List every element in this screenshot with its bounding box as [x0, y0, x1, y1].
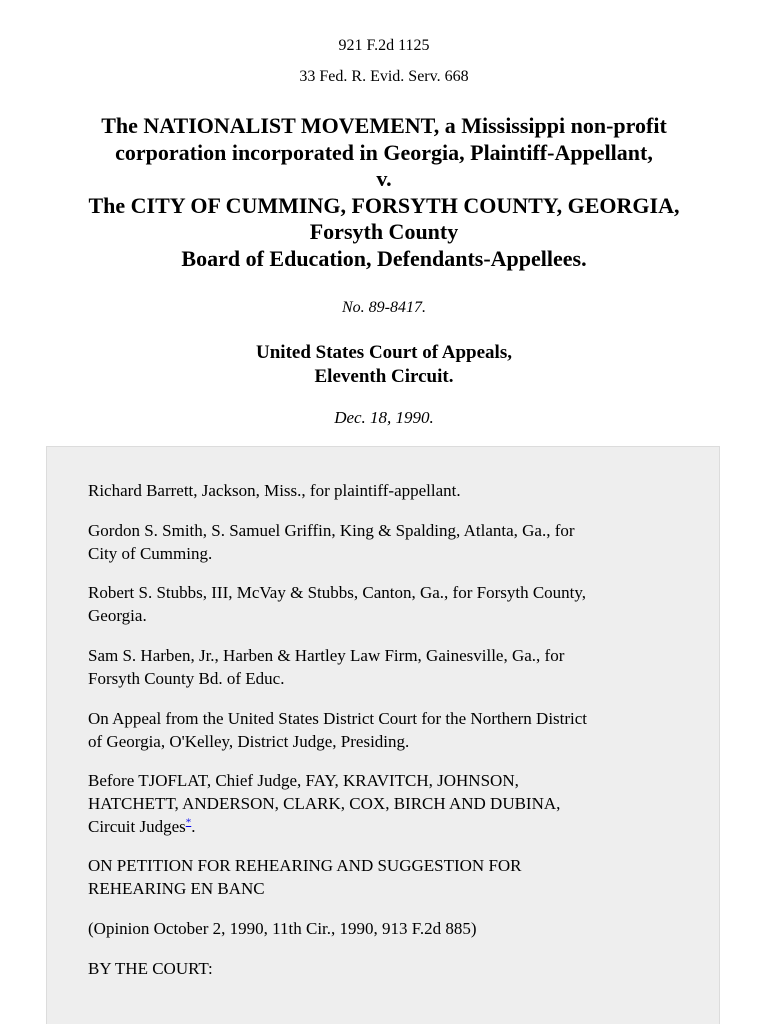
- text-line: HATCHETT, ANDERSON, CLARK, COX, BIRCH AND DUBINA,: [88, 794, 561, 813]
- text-line: [88, 815, 688, 838]
- counsel-plaintiff: [88, 479, 688, 502]
- text-line: (Opinion October 2, 1990, 11th Cir., 1990, 913 F.2d 885): [88, 919, 477, 938]
- court-line: Eleventh Circuit.: [314, 366, 454, 387]
- by-the-court: [88, 957, 688, 980]
- evidence-service-citation: 33 Fed. R. Evid. Serv. 668: [299, 68, 469, 85]
- counsel-board: [88, 644, 688, 690]
- text-line: of Georgia, O'Kelley, District Judge, Presiding.: [88, 732, 410, 751]
- appeal-statement: [88, 707, 688, 753]
- caption-line: The CITY OF CUMMING, FORSYTH COUNTY, GEORGIA,: [88, 192, 680, 218]
- opinion-body-panel: [46, 446, 720, 1024]
- panel-judges: [88, 769, 688, 838]
- text-line: Forsyth County Bd. of Educ.: [88, 669, 285, 688]
- text-line: Richard Barrett, Jackson, Miss., for plaintiff-appellant.: [88, 481, 461, 500]
- reporter-citation: 921 F.2d 1125: [338, 37, 430, 54]
- text-line: On Appeal from the United States District Court for the Northern District: [88, 709, 588, 728]
- text-line: Robert S. Stubbs, III, McVay & Stubbs, Canton, Ga., for Forsyth County,: [88, 583, 587, 602]
- case-caption: [0, 113, 768, 272]
- text-line: Before TJOFLAT, Chief Judge, FAY, KRAVITCH, JOHNSON,: [88, 771, 519, 790]
- period-text: .: [191, 817, 196, 836]
- circuit-judges-text: Circuit Judges: [88, 817, 186, 836]
- text-line: Gordon S. Smith, S. Samuel Griffin, King & Spalding, Atlanta, Ga., for: [88, 521, 575, 540]
- text-line: BY THE COURT:: [88, 959, 213, 978]
- caption-line: Board of Education, Defendants-Appellees.: [181, 245, 587, 271]
- caption-line: corporation incorporated in Georgia, Plaintiff-Appellant,: [115, 139, 653, 165]
- counsel-county: [88, 581, 688, 627]
- caption-line: Forsyth County: [309, 219, 459, 244]
- court-line: United States Court of Appeals,: [256, 342, 512, 363]
- text-line: City of Cumming.: [88, 544, 213, 563]
- caption-line: The NATIONALIST MOVEMENT, a Mississippi non-profit: [101, 113, 667, 138]
- court-name: [0, 341, 768, 389]
- footnote-link[interactable]: *: [185, 816, 192, 829]
- docket-number: No. 89-8417.: [342, 299, 426, 316]
- decision-date: Dec. 18, 1990.: [334, 408, 434, 427]
- petition-heading: [88, 854, 688, 900]
- caption-line: v.: [376, 166, 392, 191]
- text-line: ON PETITION FOR REHEARING AND SUGGESTION FOR: [88, 856, 522, 875]
- counsel-city: [88, 519, 688, 565]
- text-line: REHEARING EN BANC: [88, 879, 265, 898]
- text-line: Georgia.: [88, 606, 147, 625]
- text-line: Sam S. Harben, Jr., Harben & Hartley Law Firm, Gainesville, Ga., for: [88, 646, 565, 665]
- opinion-reference: [88, 917, 688, 940]
